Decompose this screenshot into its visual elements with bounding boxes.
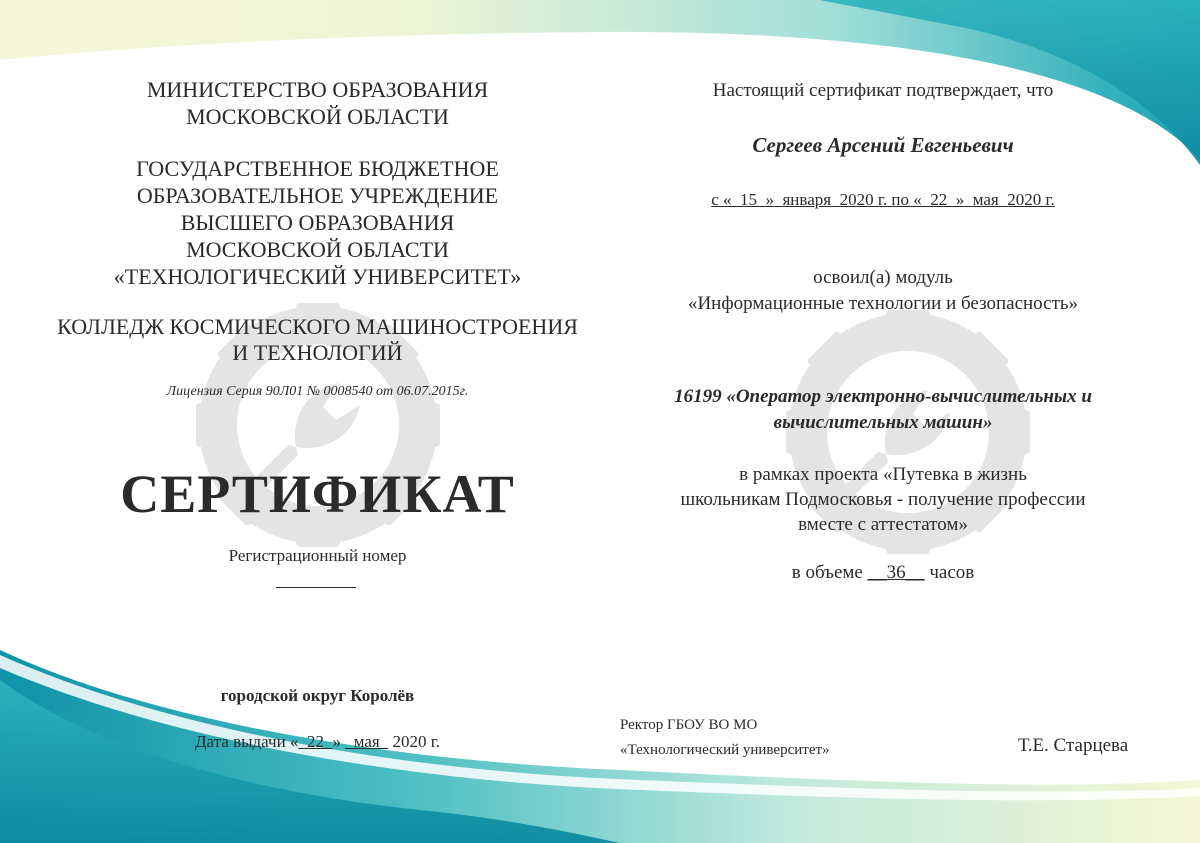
profession-line: 16199 «Оператор электронно-вычислительных и [674, 386, 1092, 407]
confirmation-text: Настоящий сертификат подтверждает, что [712, 80, 1054, 101]
profession-line: вычислительных машин» [773, 412, 993, 433]
project-block [618, 462, 1148, 537]
left-panel [40, 0, 595, 843]
student-name: Сергеев Арсений Евгеньевич [752, 133, 1014, 157]
university-line: МОСКОВСКОЙ ОБЛАСТИ [186, 237, 449, 262]
module-block [618, 265, 1148, 317]
rector-line: Ректор ГБОУ ВО МО [620, 717, 758, 733]
issue-year: 2020 г. [388, 732, 441, 751]
volume-suffix: часов [924, 562, 975, 583]
volume-hours [618, 562, 1148, 584]
issue-date-prefix: Дата выдачи « [194, 732, 299, 751]
profession-block [618, 384, 1148, 436]
module-line: освоил(а) модуль [813, 267, 953, 288]
signer-name: Т.Е. Старцева [1018, 735, 1129, 756]
college-line: И ТЕХНОЛОГИЙ [232, 340, 403, 365]
volume-prefix: в объеме [791, 562, 868, 583]
college-heading [40, 314, 595, 366]
issue-date [40, 732, 595, 752]
city-text: городской округ Королёв [220, 686, 415, 705]
project-line: школьникам Подмосковья - получение профессии [680, 489, 1086, 510]
issue-day: _22_ [298, 732, 333, 751]
registration-number-line [276, 587, 356, 588]
certificate-title: СЕРТИФИКАТ [120, 464, 515, 524]
issue-date-mid: » [332, 732, 346, 751]
volume-hours-value: __36__ [867, 562, 925, 583]
university-line: «ТЕХНОЛОГИЧЕСКИЙ УНИВЕРСИТЕТ» [113, 264, 522, 289]
study-period: с «_15_»_января_2020 г. по «_22_»_мая_2020 г. [711, 190, 1055, 209]
license-text: Лицензия Серия 90Л01 № 0008540 от 06.07.2015г. [166, 384, 469, 399]
university-line: ОБРАЗОВАТЕЛЬНОЕ УЧРЕЖДЕНИЕ [136, 183, 499, 208]
rector-line: «Технологический университет» [620, 742, 830, 758]
ministry-line: МИНИСТЕРСТВО ОБРАЗОВАНИЯ [146, 77, 489, 102]
project-line: вместе с аттестатом» [798, 514, 968, 535]
college-line: КОЛЛЕДЖ КОСМИЧЕСКОГО МАШИНОСТРОЕНИЯ [57, 314, 578, 339]
ministry-line: МОСКОВСКОЙ ОБЛАСТИ [186, 104, 449, 129]
ministry-heading [40, 76, 595, 130]
university-line: ГОСУДАРСТВЕННОЕ БЮДЖЕТНОЕ [136, 156, 499, 181]
module-line: «Информационные технологии и безопасность» [687, 293, 1079, 314]
issue-month: _мая_ [345, 732, 389, 751]
registration-number-label: Регистрационный номер [228, 546, 407, 565]
university-heading [40, 155, 595, 290]
university-line: ВЫСШЕГО ОБРАЗОВАНИЯ [180, 210, 455, 235]
project-line: в рамках проекта «Путевка в жизнь [739, 464, 1027, 485]
rector-title [620, 713, 920, 763]
